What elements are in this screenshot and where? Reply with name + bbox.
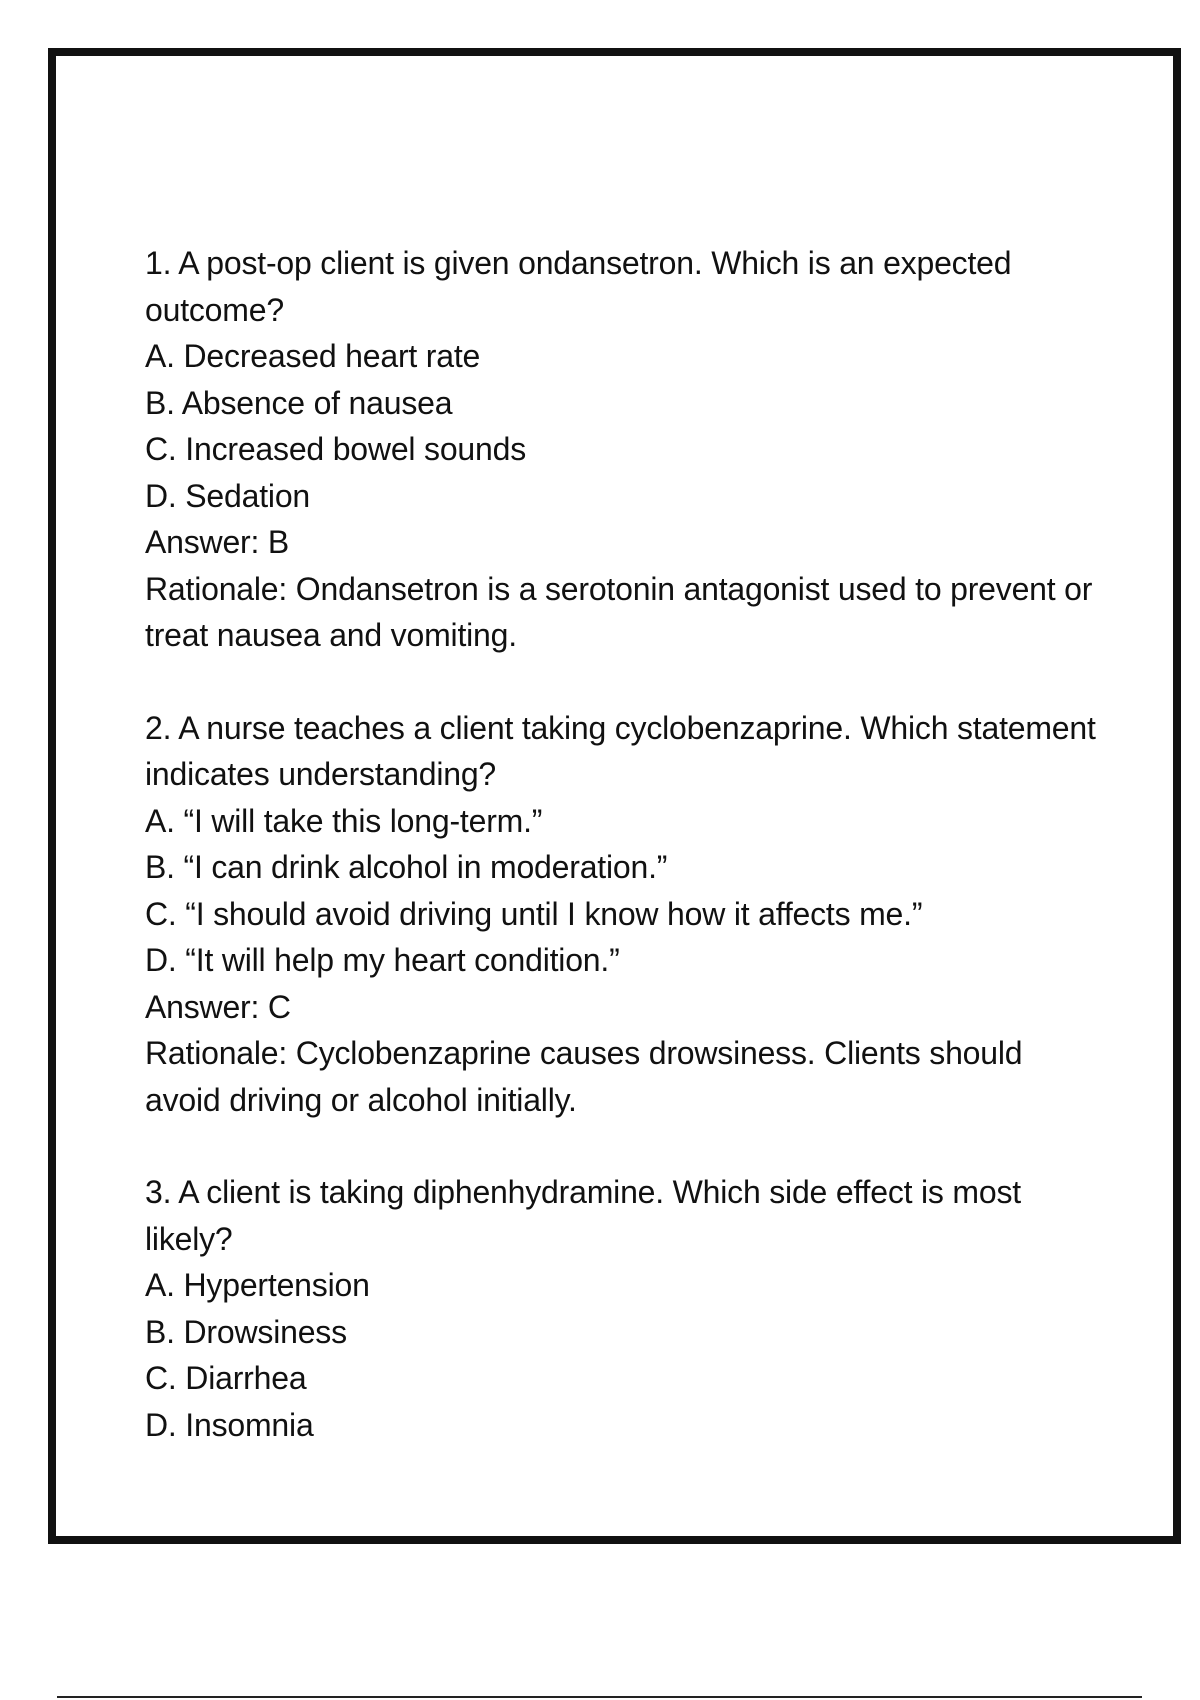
option-d: D. Sedation <box>145 477 311 514</box>
question-1 <box>145 240 1105 659</box>
option-d: D. Insomnia <box>145 1406 314 1443</box>
option-a: A. “I will take this long-term.” <box>145 802 543 839</box>
question-3 <box>145 1169 1105 1448</box>
option-b: B. Absence of nausea <box>145 384 453 421</box>
answer: Answer: B <box>145 524 290 560</box>
answer: Answer: C <box>145 988 291 1025</box>
question-2 <box>145 705 1105 1124</box>
option-c: C. Diarrhea <box>145 1360 307 1396</box>
option-d: D. “It will help my heart condition.” <box>145 942 620 978</box>
rationale: Rationale: Cyclobenzaprine causes drowsiness. Clients should avoid driving or alcohol initially. <box>145 1035 1023 1118</box>
option-a: A. Decreased heart rate <box>145 338 481 374</box>
option-b: B. “I can drink alcohol in moderation.” <box>145 849 668 885</box>
question-list <box>145 240 1105 1448</box>
question-stem: 1. A post-op client is given ondansetron. Which is an expected outcome? <box>145 245 1012 328</box>
rationale: Rationale: Ondansetron is a serotonin antagonist used to prevent or treat nausea and vomiting. <box>145 570 1093 653</box>
option-b: B. Drowsiness <box>145 1313 347 1350</box>
footer-divider <box>57 1696 1142 1698</box>
option-a: A. Hypertension <box>145 1267 370 1303</box>
option-c: C. “I should avoid driving until I know how it affects me.” <box>145 895 923 932</box>
question-stem: 2. A nurse teaches a client taking cyclobenzaprine. Which statement indicates understanding? <box>145 709 1096 792</box>
question-stem: 3. A client is taking diphenhydramine. Which side effect is most likely? <box>145 1174 1021 1257</box>
option-c: C. Increased bowel sounds <box>145 431 527 467</box>
